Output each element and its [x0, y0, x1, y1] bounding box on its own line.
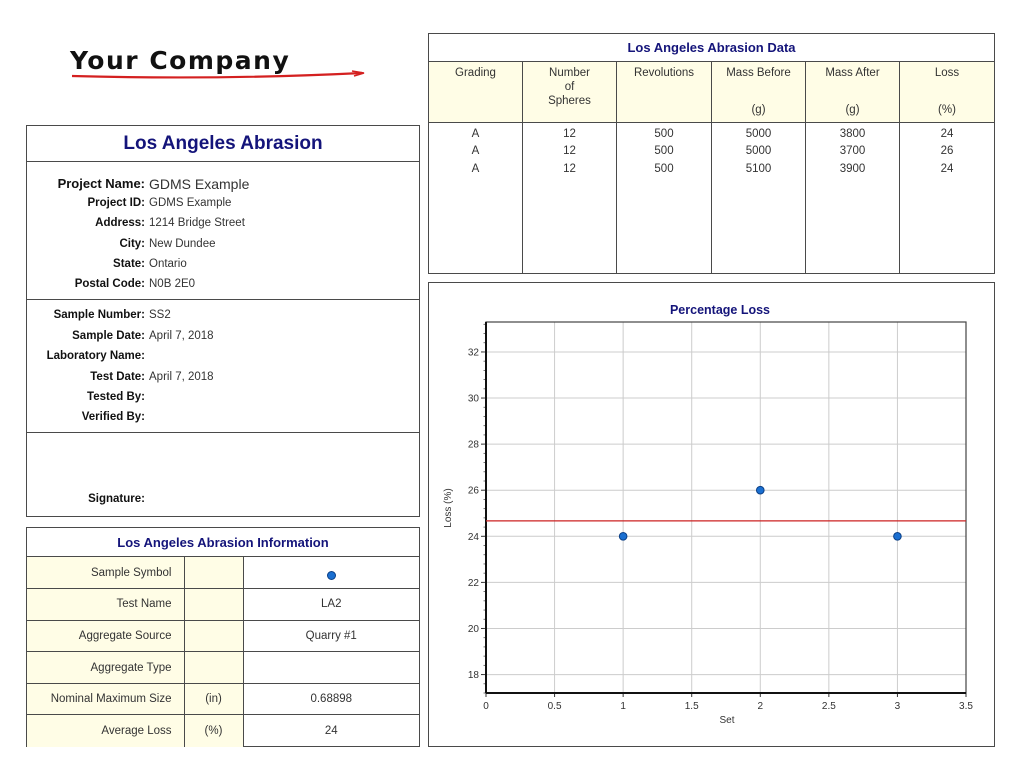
- field-label: Address:: [95, 217, 145, 229]
- x-tick-label: 3.5: [959, 701, 973, 712]
- field-value: April 7, 2018: [149, 330, 214, 342]
- row-unit: [184, 620, 243, 652]
- project-info-panel: [26, 125, 420, 517]
- table-cell: 5100: [745, 162, 772, 175]
- table-cell: A: [471, 145, 480, 158]
- table-row: [27, 557, 419, 589]
- table-cell: 5000: [745, 128, 772, 140]
- table-cell: A: [471, 162, 480, 175]
- abrasion-data-panel: [428, 33, 995, 274]
- plot-area-border: [486, 322, 966, 693]
- field-label: Test Date:: [90, 371, 145, 383]
- field-label: Project Name:: [57, 176, 145, 191]
- table-row: [27, 620, 419, 652]
- table-cell: 24: [940, 128, 954, 140]
- row-unit: [184, 652, 243, 684]
- information-title: Los Angeles Abrasion Information: [27, 528, 419, 557]
- table-cell: 500: [654, 145, 674, 158]
- column-unit: (g): [751, 104, 766, 116]
- field-label: Sample Number:: [53, 309, 145, 321]
- table-cell: 5000: [745, 145, 772, 158]
- table-cell: 3900: [839, 162, 866, 175]
- table-cell: 12: [563, 145, 576, 158]
- sample-details-section: [27, 300, 419, 433]
- column-unit: (g): [845, 104, 860, 116]
- field-label: State:: [113, 258, 145, 270]
- table-cell: 12: [563, 162, 576, 175]
- column-loss: [900, 62, 994, 273]
- field-label: Sample Date:: [72, 330, 145, 342]
- row-value: LA2: [243, 589, 419, 621]
- y-tick-label: 20: [467, 623, 479, 635]
- information-table: [27, 557, 419, 747]
- field-label: Project ID:: [87, 197, 145, 209]
- row-label: Aggregate Source: [27, 620, 184, 652]
- field-value: New Dundee: [149, 238, 216, 250]
- field-value: N0B 2E0: [149, 278, 196, 290]
- y-tick-label: 24: [467, 531, 479, 543]
- x-tick-label: 0.5: [547, 701, 562, 712]
- x-tick-label: 1: [620, 701, 626, 712]
- project-details-section: [27, 162, 419, 300]
- company-logo-text: Your Company: [70, 46, 291, 75]
- y-tick-label: 22: [467, 577, 479, 589]
- row-label: Aggregate Type: [27, 652, 184, 684]
- field-value: SS2: [149, 309, 171, 321]
- column-mass-before: [712, 62, 806, 273]
- x-tick-label: 1.5: [684, 701, 699, 712]
- table-cell: 500: [654, 162, 674, 175]
- row-label: Nominal Maximum Size: [27, 683, 184, 715]
- row-unit: (in): [184, 683, 243, 715]
- table-row: [27, 715, 419, 747]
- column-header: Grading: [455, 67, 496, 79]
- column-revolutions: [617, 62, 712, 273]
- row-unit: [184, 589, 243, 621]
- data-point-circle-icon: [894, 533, 902, 541]
- y-axis-label: Loss (%): [443, 488, 454, 528]
- sample-symbol-circle-icon: [327, 571, 336, 580]
- x-tick-label: 3: [894, 701, 901, 712]
- row-value: [243, 652, 419, 684]
- row-unit: [184, 557, 243, 589]
- x-tick-label: 2.5: [821, 701, 836, 712]
- table-row: [27, 683, 419, 715]
- chart-gridlines: [486, 322, 966, 693]
- chart-canvas: [429, 283, 994, 746]
- x-tick-label: 0: [483, 701, 489, 712]
- data-table-title: Los Angeles Abrasion Data: [429, 34, 994, 62]
- table-cell: A: [471, 128, 480, 140]
- field-value: GDMS Example: [149, 176, 250, 192]
- x-tick-label: 2: [757, 701, 764, 712]
- y-tick-label: 28: [467, 439, 479, 451]
- field-value: Ontario: [149, 258, 187, 270]
- data-point-circle-icon: [619, 533, 627, 541]
- row-unit: (%): [184, 715, 243, 747]
- column-header: Number of Spheres: [548, 67, 591, 107]
- row-label: Test Name: [27, 589, 184, 621]
- field-label: City:: [119, 238, 145, 250]
- column-grading: [429, 62, 523, 273]
- table-cell: 3800: [839, 128, 866, 140]
- table-cell: 24: [940, 162, 954, 175]
- y-tick-label: 32: [467, 347, 479, 359]
- abrasion-information-panel: [26, 527, 420, 747]
- field-label: Verified By:: [81, 411, 145, 423]
- y-tick-label: 30: [467, 393, 479, 405]
- field-label: Laboratory Name:: [46, 350, 145, 362]
- logo-swoosh-icon: [70, 68, 370, 82]
- table-cell: 26: [940, 145, 954, 158]
- column-header: Mass Before: [726, 67, 791, 79]
- table-row: [27, 589, 419, 621]
- column-unit: (%): [938, 104, 956, 116]
- chart-title: Percentage Loss: [669, 303, 771, 317]
- table-cell: 3700: [839, 145, 866, 158]
- company-logo: [70, 46, 370, 86]
- field-label: Tested By:: [87, 391, 145, 403]
- signature-label: Signature:: [88, 493, 145, 505]
- row-value: 0.68898: [243, 683, 419, 715]
- row-label: Average Loss: [27, 715, 184, 747]
- row-label: Sample Symbol: [27, 557, 184, 589]
- y-tick-label: 26: [467, 485, 479, 497]
- field-value: 1214 Bridge Street: [149, 217, 245, 229]
- table-row: [27, 652, 419, 684]
- table-cell: 500: [654, 128, 674, 140]
- x-axis-label: Set: [719, 715, 735, 726]
- row-value: 24: [324, 725, 338, 738]
- column-header: Revolutions: [633, 67, 695, 79]
- table-cell: 12: [563, 128, 576, 140]
- column-mass-after: [806, 62, 900, 273]
- percentage-loss-chart: [428, 282, 995, 747]
- column-number-of-spheres: [523, 62, 617, 273]
- report-title: Los Angeles Abrasion: [27, 126, 419, 162]
- signature-section: [27, 433, 419, 517]
- field-label: Postal Code:: [74, 278, 145, 290]
- row-value: [243, 557, 419, 589]
- field-value: April 7, 2018: [149, 371, 214, 383]
- y-tick-label: 18: [467, 670, 479, 682]
- column-header: Mass After: [825, 67, 880, 79]
- field-value: GDMS Example: [149, 197, 232, 209]
- data-point-circle-icon: [756, 486, 764, 494]
- row-value: Quarry #1: [243, 620, 419, 652]
- column-header: Loss: [934, 67, 960, 79]
